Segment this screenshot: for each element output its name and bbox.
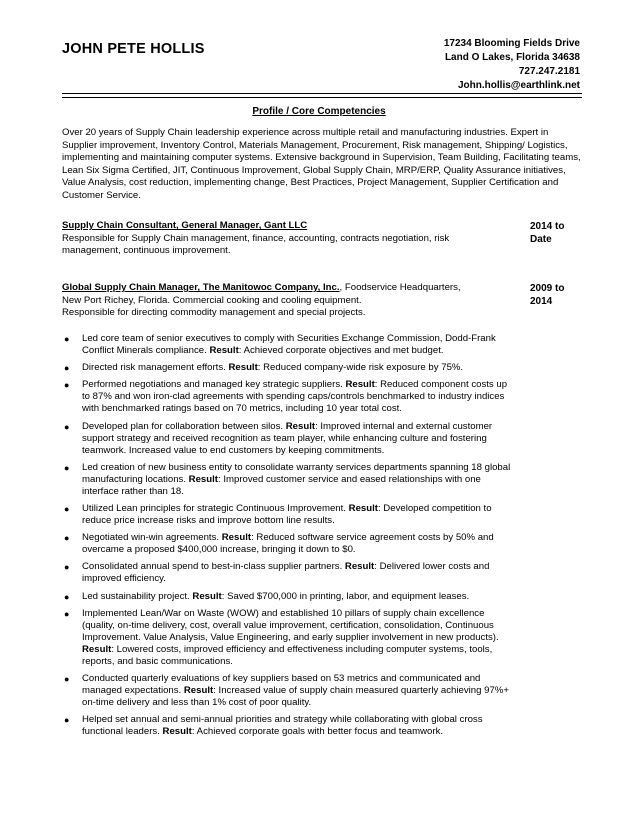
header-divider-thick (62, 93, 582, 94)
bullet-icon: ● (64, 715, 70, 726)
bullet-icon: ● (64, 608, 70, 619)
contact-block (360, 37, 580, 93)
job-entry-gant (62, 220, 582, 258)
job-location: New Port Richey, Florida. Commercial cooking and cooling equipment. (62, 294, 362, 306)
list-item: ● Performed negotiations and managed key strategic suppliers. Result: Reduced component costs up to 87% and won iron-clad agreements with spending caps/controls benchmarked to industry indices with benchmarked ratings based on 70 metrics, including 10 year total cost. (64, 379, 508, 415)
bullet-icon: ● (64, 533, 70, 544)
bullet-icon: ● (64, 591, 70, 602)
list-item: ● Helped set annual and semi-annual priorities and strategy while collaborating with global cross functional leaders. Result: Achieved corporate goals with better focus and teamwork. (64, 714, 483, 738)
list-item: ● Led core team of senior executives to comply with Securities Exchange Commission, Dodd-Frank Conflict Minerals compliance. Result: Achieved corporate objectives and met budget. (64, 333, 496, 356)
list-item: ● Utilized Lean principles for strategic Continuous Improvement. Result: Developed competition to reduce price increase risks and improve bottom line results. (64, 502, 492, 526)
bullet-icon: ● (64, 562, 70, 573)
achievement-list (62, 333, 512, 743)
job-title: Supply Chain Consultant, General Manager, Gant LLC (62, 220, 308, 231)
job-title: Global Supply Chain Manager, The Manitowoc Company, Inc. (62, 282, 340, 293)
header-divider-thin (62, 97, 582, 98)
list-item: ● Consolidated annual spend to best-in-class supplier partners. Result: Delivered lower costs and improved efficiency. (64, 561, 490, 585)
bullet-icon: ● (64, 462, 70, 473)
job-description: Responsible for directing commodity management and special projects. (62, 307, 366, 318)
job-description: Responsible for Supply Chain management, finance, accounting, contracts negotiation, risk management, continuous improvement. (62, 232, 450, 256)
list-item: ● Developed plan for collaboration between silos. Result: Improved internal and external customer support strategy and received recognition as team player, while enhancing culture and fostering teamwork. Increased value to end customers by keeping commitments. (64, 420, 493, 456)
bullet-icon: ● (64, 503, 70, 514)
bullet-icon: ● (64, 334, 70, 344)
bullet-icon: ● (64, 380, 70, 391)
address-line-2: Land O Lakes, Florida 34638 (444, 52, 580, 63)
profile-summary: Over 20 years of Supply Chain leadership experience across multiple retail and manufacturing industries. Expert in Supplier improvement, Inventory Control, Materials Management, Procurement, Risk management, Shipping/ Logistics, implementing and maintaining computer systems. Extensive background in Supervision, Team Building, Facilitating teams, Lean Six Sigma Certified, JIT, Continuous Improvement, Global Supply Chain, MRP/ERP, Quality Assurance initiatives, Value Analysis, cost reduction, implementing change, Best Practices, Project Management, Supplier Certification and Customer Service. (62, 127, 581, 201)
list-item: ● Conducted quarterly evaluations of key suppliers based on 53 metrics and communicated and managed expectations. Result: Increased value of supply chain measured quarterly achieving 97%+ on-time delivery and less than 1% cost of poor quality. (64, 672, 509, 708)
list-item: ● Led creation of new business entity to consolidate warranty services departments spanning 18 global manufacturing locations. Result: Improved customer service and eased relationships with one interface rather than 18. (64, 461, 511, 497)
job-dates: 2009 to 2014 (530, 283, 565, 307)
phone-number: 727.247.2181 (518, 66, 580, 77)
address-line-1: 17234 Blooming Fields Drive (443, 38, 580, 49)
profile-heading: Profile / Core Competencies (252, 106, 386, 117)
candidate-name: JOHN PETE HOLLIS (62, 41, 205, 57)
bullet-icon: ● (64, 363, 70, 374)
bullet-icon: ● (64, 673, 70, 684)
job-dates: 2014 to Date (530, 221, 565, 245)
list-item: ● Directed risk management efforts. Result: Reduced company-wide risk exposure by 75%. (64, 362, 464, 374)
bullet-icon: ● (64, 421, 70, 432)
list-item: ● Implemented Lean/War on Waste (WOW) and established 10 pillars of supply chain excellence (quality, on-time delivery, cost, overall value improvement, certification, consolidation, Continuous Improvement. Value Analysis, Value Engineering, and early supplier involvement in new products). Result: Lowered costs, improved efficiency and effectiveness including computer systems, tools, reports, and basic communications. (64, 607, 499, 667)
list-item: ● Negotiated win-win agreements. Result: Reduced software service agreement costs by 50% and overcame a proposed $400,000 increase, bringing it down to $0. (64, 532, 494, 556)
list-item: ● Led sustainability project. Result: Saved $700,000 in printing, labor, and equipment leases. (64, 590, 470, 602)
job-entry-manitowoc (62, 282, 582, 320)
email-address: John.hollis@earthlink.net (458, 80, 580, 91)
job-title-suffix: , Foodservice Headquarters, (339, 282, 461, 293)
